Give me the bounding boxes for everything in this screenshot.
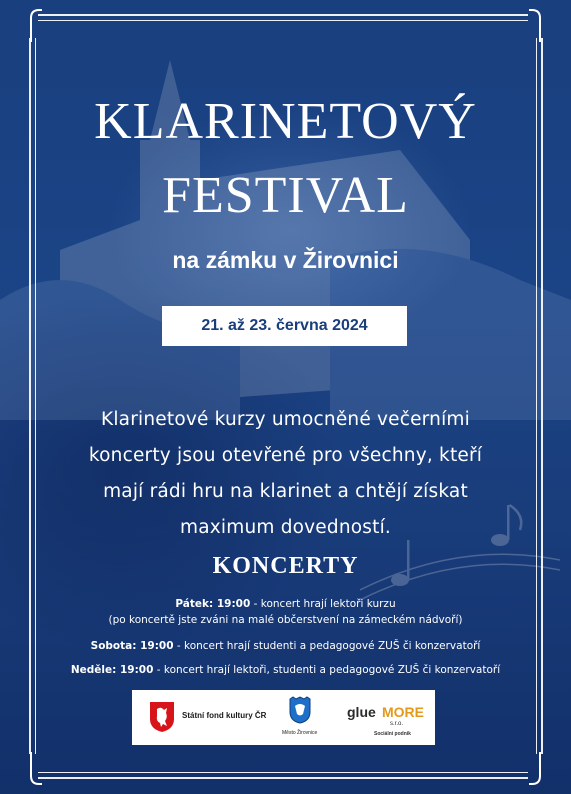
- description-line: koncerty jsou otevřené pro všechny, kteří: [88, 445, 483, 466]
- town-coat-of-arms-icon: [289, 696, 311, 724]
- frame-line-bottom-inner: [38, 772, 528, 773]
- frame-line-bottom: [38, 777, 528, 779]
- date-text: 21. až 23. června 2024: [201, 317, 368, 334]
- town-logo-text: Město Žirovnice: [282, 730, 318, 736]
- frame-line-top-inner: [38, 20, 528, 21]
- concerts-heading: KONCERTY: [212, 553, 359, 579]
- schedule-text: - koncert hrají studenti a pedagogové ZUŠ či konzervatoří: [173, 640, 481, 652]
- schedule-text: - koncert hrají lektoři kurzu: [250, 598, 396, 610]
- title-line-2: FESTIVAL: [162, 167, 409, 224]
- description: [40, 402, 531, 546]
- schedule-day: Pátek: 19:00: [175, 598, 251, 610]
- schedule-friday-note: (po koncertě jste zváni na malé občerstvení na zámeckém nádvoří): [108, 614, 463, 626]
- gluemore-logo-sro: s.r.o.: [390, 721, 404, 727]
- schedule-day: Sobota: 19:00: [90, 640, 174, 652]
- schedule-friday: [20, 598, 551, 610]
- description-line: Klarinetové kurzy umocněné večerními: [101, 409, 470, 430]
- title-line-1: KLARINETOVÝ: [94, 93, 477, 150]
- corner-ornament-top-right: [527, 8, 549, 44]
- corner-ornament-bottom-right: [527, 750, 549, 786]
- corner-ornament-bottom-left: [22, 750, 44, 786]
- subtitle: na zámku v Žirovnici: [172, 247, 399, 273]
- schedule-sunday: [20, 664, 551, 676]
- gluemore-logo-subtitle: Sociální podnik: [374, 731, 411, 737]
- sfk-logo-text: Státní fond kultury ČR: [182, 711, 267, 720]
- date-badge: [162, 306, 407, 346]
- czech-lion-emblem-icon: [149, 701, 175, 733]
- sponsor-logos: [132, 690, 435, 745]
- schedule-text: - koncert hrají lektoři, studenti a pedagogové ZUŠ či konzervatoří: [153, 664, 501, 676]
- corner-ornament-top-left: [22, 8, 44, 44]
- gluemore-logo-glue: glue: [347, 704, 376, 720]
- schedule-saturday: [20, 640, 551, 652]
- description-line: maximum dovedností.: [180, 517, 391, 538]
- gluemore-logo-more: MORE: [382, 704, 424, 720]
- schedule-day: Neděle: 19:00: [70, 664, 154, 676]
- description-line: mají rádi hru na klarinet a chtějí získat: [103, 481, 468, 502]
- frame-line-top: [38, 14, 528, 16]
